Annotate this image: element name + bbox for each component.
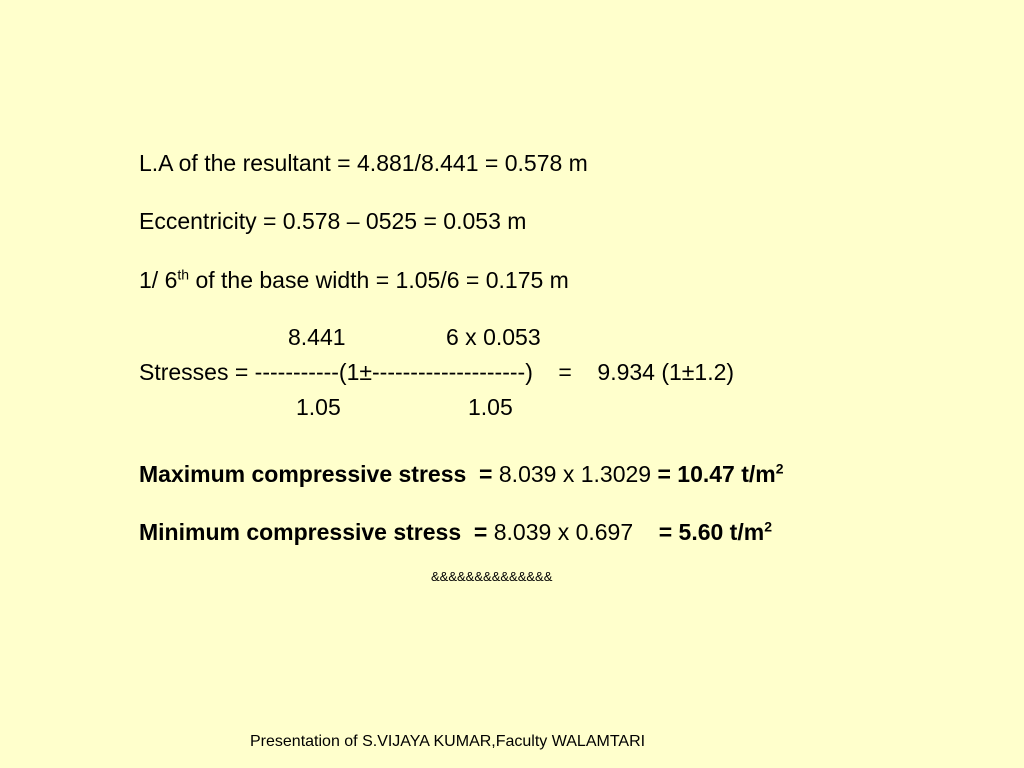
min-stress-label: Minimum compressive stress =	[139, 519, 494, 545]
min-compressive-stress-line	[139, 518, 772, 545]
max-stress-unit-superscript: 2	[775, 460, 784, 477]
min-stress-expression: 8.039 x 0.697	[493, 519, 659, 545]
eccentricity-line: Eccentricity = 0.578 – 0525 = 0.053 m	[139, 208, 527, 234]
base-width-superscript: th	[177, 266, 190, 283]
separator-ampersands: &&&&&&&&&&&&&&	[431, 569, 553, 584]
max-compressive-stress-line	[139, 460, 784, 487]
la-resultant-line: L.A of the resultant = 4.881/8.441 = 0.578 m	[139, 150, 588, 176]
stress-numerator-2: 6 x 0.053	[446, 324, 541, 350]
max-stress-result: = 10.47 t/m	[657, 461, 776, 487]
min-stress-result: = 5.60 t/m	[658, 519, 765, 545]
stress-formula-line: Stresses = -----------(1±--------------------) = 9.934 (1±1.2)	[139, 359, 735, 385]
stress-denominator-1: 1.05	[296, 394, 341, 420]
base-width-prefix: 1/ 6	[139, 267, 178, 293]
stress-denominator-2: 1.05	[468, 394, 513, 420]
footer-credit: Presentation of S.VIJAYA KUMAR,Faculty WALAMTARI	[250, 733, 646, 750]
min-stress-unit-superscript: 2	[764, 518, 772, 535]
base-width-suffix: of the base width = 1.05/6 = 0.175 m	[189, 267, 569, 293]
max-stress-expression: 8.039 x 1.3029	[498, 461, 658, 487]
stress-numerator-1: 8.441	[288, 324, 346, 350]
max-stress-label: Maximum compressive stress =	[139, 461, 499, 487]
base-width-line	[139, 266, 569, 293]
